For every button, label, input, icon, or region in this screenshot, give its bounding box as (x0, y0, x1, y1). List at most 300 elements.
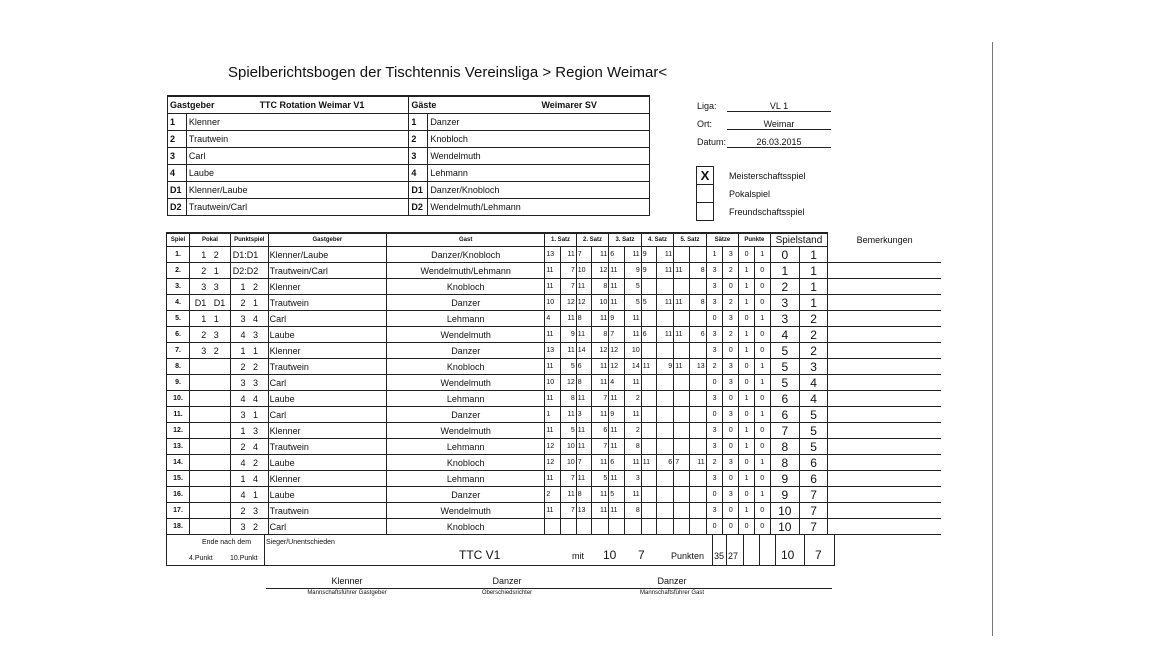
col-punkte: Punkte (739, 233, 770, 247)
games-table (166, 232, 941, 535)
game-number: 11. (167, 407, 190, 423)
punkte-away: 1 (754, 455, 770, 471)
bemerkung-cell[interactable] (828, 391, 941, 407)
set-score-away (657, 503, 674, 519)
saetze-total-home: 35 (714, 551, 725, 561)
set-score-away (689, 343, 706, 359)
set-score-home (641, 487, 657, 503)
punkte-home: 1 (739, 295, 755, 311)
pokal-away: D1 (213, 297, 226, 308)
game-number: 12. (167, 423, 190, 439)
bemerkung-cell[interactable] (828, 279, 941, 295)
punkte-away: 0 (754, 327, 770, 343)
pokal-home: 3 (201, 345, 207, 356)
set-score-home: 10 (545, 295, 561, 311)
punkte-home: 1 (739, 343, 755, 359)
set-score-home: 8 (576, 375, 592, 391)
set-score-away: 10 (561, 439, 577, 455)
punktspiel-pairing (230, 423, 268, 439)
pokal-home: 2 (201, 329, 207, 340)
set-score-away: 9 (657, 359, 674, 375)
away-player: Knobloch (387, 359, 545, 375)
set-score-away: 2 (624, 391, 641, 407)
bemerkung-cell[interactable] (828, 439, 941, 455)
spielstand-home: 6 (770, 407, 799, 423)
pokal-pairing (190, 391, 231, 407)
set-score-away (689, 503, 706, 519)
set-score-away: 8 (624, 503, 641, 519)
game-row (167, 519, 942, 535)
pokal-away: 2 (213, 249, 219, 260)
saetze-home: 0 (706, 487, 723, 503)
set-score-away: 5 (592, 471, 609, 487)
set-score-home (545, 519, 561, 535)
bemerkung-cell[interactable] (828, 503, 941, 519)
final-score-away: 7 (638, 548, 645, 562)
pokal-pairing (190, 487, 231, 503)
saetze-away: 3 (723, 407, 739, 423)
bemerkung-cell[interactable] (828, 327, 941, 343)
set-score-away: 10 (592, 295, 609, 311)
spielstand-away: 7 (799, 487, 827, 503)
set-score-home: 11 (641, 455, 657, 471)
set-score-away: 11 (657, 327, 674, 343)
punktspiel-away: 4 (253, 473, 259, 484)
set-score-home: 5 (609, 487, 625, 503)
pokal-away: 1 (213, 265, 219, 276)
set-score-away (657, 375, 674, 391)
pokal-away: 3 (213, 281, 219, 292)
saetze-home: 3 (706, 279, 723, 295)
set-score-away (689, 439, 706, 455)
set-score-home (674, 279, 690, 295)
set-score-home: 3 (576, 407, 592, 423)
set-score-away (689, 391, 706, 407)
set-score-home: 11 (641, 359, 657, 375)
saetze-away: 3 (723, 311, 739, 327)
set-score-home: 2 (545, 487, 561, 503)
liga-label: Liga: (697, 101, 717, 111)
punkte-home: 1 (739, 263, 755, 279)
set-score-away: 11 (624, 375, 641, 391)
home-player-no: D1 (168, 182, 187, 199)
set-score-home (641, 503, 657, 519)
away-player: Wendelmuth (387, 423, 545, 439)
saetze-home: 2 (706, 455, 723, 471)
spielstand-away: 5 (799, 439, 827, 455)
game-number: 9. (167, 375, 190, 391)
set-score-home: 11 (674, 359, 690, 375)
bemerkung-cell[interactable] (828, 487, 941, 503)
punkte-away: 1 (754, 487, 770, 503)
punkte-away: 0 (754, 503, 770, 519)
set-score-away: 11 (561, 343, 577, 359)
punktspiel-home: 2 (240, 361, 246, 372)
saetze-home: 3 (706, 423, 723, 439)
set-score-away: 6 (657, 455, 674, 471)
away-player: Lehmann (387, 311, 545, 327)
punkte-home: 0 (739, 455, 755, 471)
set-score-away: 14 (624, 359, 641, 375)
pokal-home: 3 (201, 281, 207, 292)
pokal-pairing (190, 311, 231, 327)
punktspiel-away: 2 (253, 361, 259, 372)
punkte-away: 1 (754, 247, 770, 263)
set-score-home: 11 (609, 279, 625, 295)
punktspiel-away: 3 (253, 377, 259, 388)
meisterschaft-label: Meisterschaftsspiel (729, 171, 806, 181)
set-score-home: 11 (576, 391, 592, 407)
pokal-home: 2 (201, 265, 207, 276)
bemerkung-cell[interactable] (828, 471, 941, 487)
punktspiel-home: 3 (240, 313, 246, 324)
punkte-home: 0 (739, 359, 755, 375)
set-score-away: 8 (592, 327, 609, 343)
set-score-home (674, 439, 690, 455)
set-score-home: 4 (609, 375, 625, 391)
game-number: 15. (167, 471, 190, 487)
game-row (167, 391, 942, 407)
set-score-away: 10 (561, 455, 577, 471)
ende-punkt10: 10.Punkt (230, 555, 258, 562)
set-score-home (674, 247, 690, 263)
game-row (167, 423, 942, 439)
spielstand-away: 2 (799, 327, 827, 343)
set-score-away (592, 519, 609, 535)
bemerkung-cell[interactable] (828, 343, 941, 359)
away-player-no: 1 (409, 114, 428, 131)
game-row (167, 503, 942, 519)
set-score-away (689, 407, 706, 423)
spielstand-home: 8 (770, 439, 799, 455)
punktspiel-home: 1 (240, 281, 246, 292)
set-score-away: 11 (561, 407, 577, 423)
set-score-away: 11 (624, 407, 641, 423)
endstand-home: 10 (781, 548, 795, 562)
set-score-home: 11 (576, 423, 592, 439)
set-score-home: 6 (641, 327, 657, 343)
set-score-home: 14 (576, 343, 592, 359)
set-score-away (689, 519, 706, 535)
saetze-away: 3 (723, 247, 739, 263)
set-score-home (641, 375, 657, 391)
spielstand-home: 5 (770, 359, 799, 375)
away-player-name: Lehmann (428, 165, 650, 182)
bemerkung-cell[interactable] (828, 423, 941, 439)
home-player-name: Klenner/Laube (186, 182, 409, 199)
set-score-home: 4 (545, 311, 561, 327)
spielstand-away: 2 (799, 311, 827, 327)
punktspiel-away: 1 (253, 489, 259, 500)
set-score-away: 8 (592, 279, 609, 295)
away-player-name: Wendelmuth (428, 148, 650, 165)
final-score-home: 10 (603, 548, 617, 562)
set-score-away: 5 (624, 279, 641, 295)
col-pokal: Pokal (190, 233, 231, 247)
saetze-away: 3 (723, 359, 739, 375)
set-score-away: 11 (657, 295, 674, 311)
set-score-away: 7 (561, 279, 577, 295)
set-score-home: 11 (545, 391, 561, 407)
away-header (409, 96, 650, 114)
game-number: 2. (167, 263, 190, 279)
pokal-pairing (190, 407, 231, 423)
game-row (167, 439, 942, 455)
set-score-away: 6 (689, 327, 706, 343)
away-player: Knobloch (387, 279, 545, 295)
freundschaft-checkbox[interactable] (696, 202, 714, 221)
set-score-away: 12 (592, 343, 609, 359)
set-score-away: 10 (624, 343, 641, 359)
home-player: Klenner (268, 343, 386, 359)
punkte-away: 1 (754, 375, 770, 391)
punktspiel-pairing (230, 343, 268, 359)
set-score-home (674, 487, 690, 503)
punktspiel-away: 2 (253, 457, 259, 468)
spielstand-home: 9 (770, 487, 799, 503)
ende-punkt4: 4.Punkt (189, 555, 213, 562)
punktspiel-pairing (230, 327, 268, 343)
set-score-away: 8 (624, 439, 641, 455)
set-score-away: 7 (561, 503, 577, 519)
bemerkung-cell[interactable] (828, 375, 941, 391)
bemerkung-cell[interactable] (828, 295, 941, 311)
spielstand-away: 2 (799, 343, 827, 359)
set-score-away (689, 279, 706, 295)
set-score-home: 10 (576, 263, 592, 279)
punktspiel-pairing (230, 455, 268, 471)
pokal-home: D1 (194, 297, 207, 308)
set-score-home: 12 (545, 439, 561, 455)
home-player: Klenner (268, 423, 386, 439)
bemerkung-cell[interactable] (828, 407, 941, 423)
punkte-home: 1 (739, 471, 755, 487)
set-score-home: 12 (609, 343, 625, 359)
punktspiel-pairing (230, 519, 268, 535)
punktspiel-pairing (230, 503, 268, 519)
spielstand-away: 1 (799, 295, 827, 311)
set-score-home: 11 (609, 423, 625, 439)
team-row (168, 165, 650, 182)
game-number: 14. (167, 455, 190, 471)
punkte-home: 0 (739, 487, 755, 503)
saetze-away: 0 (723, 279, 739, 295)
home-player: Trautwein/Carl (268, 263, 386, 279)
saetze-away: 2 (723, 327, 739, 343)
saetze-away: 3 (723, 375, 739, 391)
set-score-home (641, 279, 657, 295)
game-number: 4. (167, 295, 190, 311)
punkten-label: Punkten (671, 551, 705, 561)
endstand-away: 7 (815, 548, 822, 562)
punktspiel-away: 4 (253, 393, 259, 404)
punkte-home: 1 (739, 279, 755, 295)
meisterschaft-checkbox[interactable]: X (696, 166, 714, 185)
set-score-away (689, 423, 706, 439)
pokal-checkbox[interactable] (696, 184, 714, 203)
saetze-away: 0 (723, 439, 739, 455)
game-row (167, 487, 942, 503)
saetze-away: 3 (723, 487, 739, 503)
set-score-home: 13 (545, 247, 561, 263)
bemerkung-cell[interactable] (828, 455, 941, 471)
set-score-home (674, 503, 690, 519)
game-number: 6. (167, 327, 190, 343)
punktspiel-home: D2:D2 (232, 265, 259, 276)
saetze-away: 0 (723, 519, 739, 535)
set-score-away (689, 471, 706, 487)
set-score-home: 11 (545, 327, 561, 343)
punktspiel-home: 2 (240, 441, 246, 452)
set-score-home (674, 519, 690, 535)
pokal-pairing (190, 359, 231, 375)
team-row (168, 199, 650, 216)
punktspiel-away: 4 (253, 313, 259, 324)
page-title: Spielberichtsbogen der Tischtennis Vereinsliga > Region Weimar< (228, 64, 668, 81)
datum-label: Datum: (697, 137, 727, 147)
bemerkung-cell[interactable] (828, 359, 941, 375)
team-row (168, 114, 650, 131)
set-score-home: 11 (609, 439, 625, 455)
set-score-away: 7 (592, 391, 609, 407)
spielstand-home: 8 (770, 455, 799, 471)
game-row (167, 279, 942, 295)
set-score-away: 9 (624, 263, 641, 279)
datum-value: 26.03.2015 (727, 137, 831, 148)
home-player-no: 3 (168, 148, 187, 165)
home-player-name: Trautwein (186, 131, 409, 148)
spielstand-away: 1 (799, 279, 827, 295)
punktspiel-pairing (230, 487, 268, 503)
game-number: 5. (167, 311, 190, 327)
team-row (168, 182, 650, 199)
punktspiel-away: 3 (253, 329, 259, 340)
away-player: Lehmann (387, 439, 545, 455)
set-score-home: 11 (545, 359, 561, 375)
set-score-home: 8 (576, 487, 592, 503)
set-score-away: 11 (592, 247, 609, 263)
saetze-home: 3 (706, 295, 723, 311)
pokal-away: 1 (213, 313, 219, 324)
set-score-home: 11 (609, 503, 625, 519)
bemerkung-cell[interactable] (828, 311, 941, 327)
away-player: Wendelmuth (387, 327, 545, 343)
punktspiel-away: 1 (253, 345, 259, 356)
set-score-home (674, 471, 690, 487)
set-score-home: 11 (609, 391, 625, 407)
saetze-total-away: 27 (728, 551, 739, 561)
game-number: 16. (167, 487, 190, 503)
set-score-home: 11 (576, 327, 592, 343)
pokal-pairing (190, 471, 231, 487)
signature-away-captain-name: Danzer (657, 576, 687, 586)
saetze-away: 0 (723, 343, 739, 359)
team-table (167, 95, 650, 216)
set-score-away (689, 311, 706, 327)
set-score-home (641, 407, 657, 423)
spielstand-away: 1 (799, 263, 827, 279)
saetze-home: 3 (706, 439, 723, 455)
game-row (167, 359, 942, 375)
saetze-home: 3 (706, 391, 723, 407)
spielstand-home: 3 (770, 311, 799, 327)
set-score-home (641, 439, 657, 455)
punkte-away: 1 (754, 407, 770, 423)
home-player: Carl (268, 311, 386, 327)
set-score-home: 6 (609, 247, 625, 263)
set-score-away: 12 (561, 375, 577, 391)
home-player: Laube (268, 455, 386, 471)
ende-label: Ende nach dem (202, 539, 252, 546)
punktspiel-home: 3 (240, 377, 246, 388)
spielstand-away: 6 (799, 471, 827, 487)
game-row (167, 263, 942, 279)
spielstand-home: 5 (770, 343, 799, 359)
home-header (168, 96, 409, 114)
set-score-away: 6 (592, 423, 609, 439)
set-score-away (657, 391, 674, 407)
set-score-home: 11 (674, 327, 690, 343)
bemerkung-cell[interactable] (828, 519, 941, 535)
home-player: Klenner (268, 471, 386, 487)
away-player: Danzer (387, 295, 545, 311)
spielstand-away: 1 (799, 247, 827, 263)
set-score-home (641, 423, 657, 439)
set-score-home (674, 343, 690, 359)
saetze-away: 2 (723, 263, 739, 279)
game-row (167, 295, 942, 311)
punktspiel-away: 1 (253, 409, 259, 420)
set-score-away (657, 471, 674, 487)
signature-referee-name: Danzer (492, 576, 522, 586)
bemerkung-cell[interactable] (828, 247, 941, 263)
punktspiel-away: 3 (253, 425, 259, 436)
set-score-away: 3 (624, 471, 641, 487)
away-player: Wendelmuth (387, 503, 545, 519)
pokal-pairing (190, 423, 231, 439)
saetze-home: 1 (706, 247, 723, 263)
set-score-away (657, 487, 674, 503)
punkte-away: 0 (754, 519, 770, 535)
pokal-away: 2 (213, 345, 219, 356)
set-score-home: 12 (545, 455, 561, 471)
bemerkung-cell[interactable] (828, 263, 941, 279)
home-player: Laube (268, 391, 386, 407)
punktspiel-away: 2 (253, 281, 259, 292)
spielstand-away: 4 (799, 375, 827, 391)
away-player-name: Wendelmuth/Lehmann (428, 199, 650, 216)
game-number: 10. (167, 391, 190, 407)
away-player-no: D1 (409, 182, 428, 199)
punktspiel-away: 1 (253, 297, 259, 308)
home-player: Trautwein (268, 359, 386, 375)
set-score-away: 7 (561, 471, 577, 487)
away-player: Danzer (387, 407, 545, 423)
liga-value: VL 1 (727, 101, 831, 112)
spielstand-home: 10 (770, 519, 799, 535)
set-score-away: 11 (624, 327, 641, 343)
set-score-away: 2 (624, 423, 641, 439)
punkte-home: 0 (739, 311, 755, 327)
away-player-name: Danzer/Knobloch (428, 182, 650, 199)
set-score-away: 8 (689, 263, 706, 279)
set-score-home (641, 311, 657, 327)
sieger-label: Sieger/Unentschieden (266, 539, 335, 546)
set-score-home: 5 (641, 295, 657, 311)
away-player: Wendelmuth (387, 375, 545, 391)
set-score-home (576, 519, 592, 535)
spielstand-away: 6 (799, 455, 827, 471)
